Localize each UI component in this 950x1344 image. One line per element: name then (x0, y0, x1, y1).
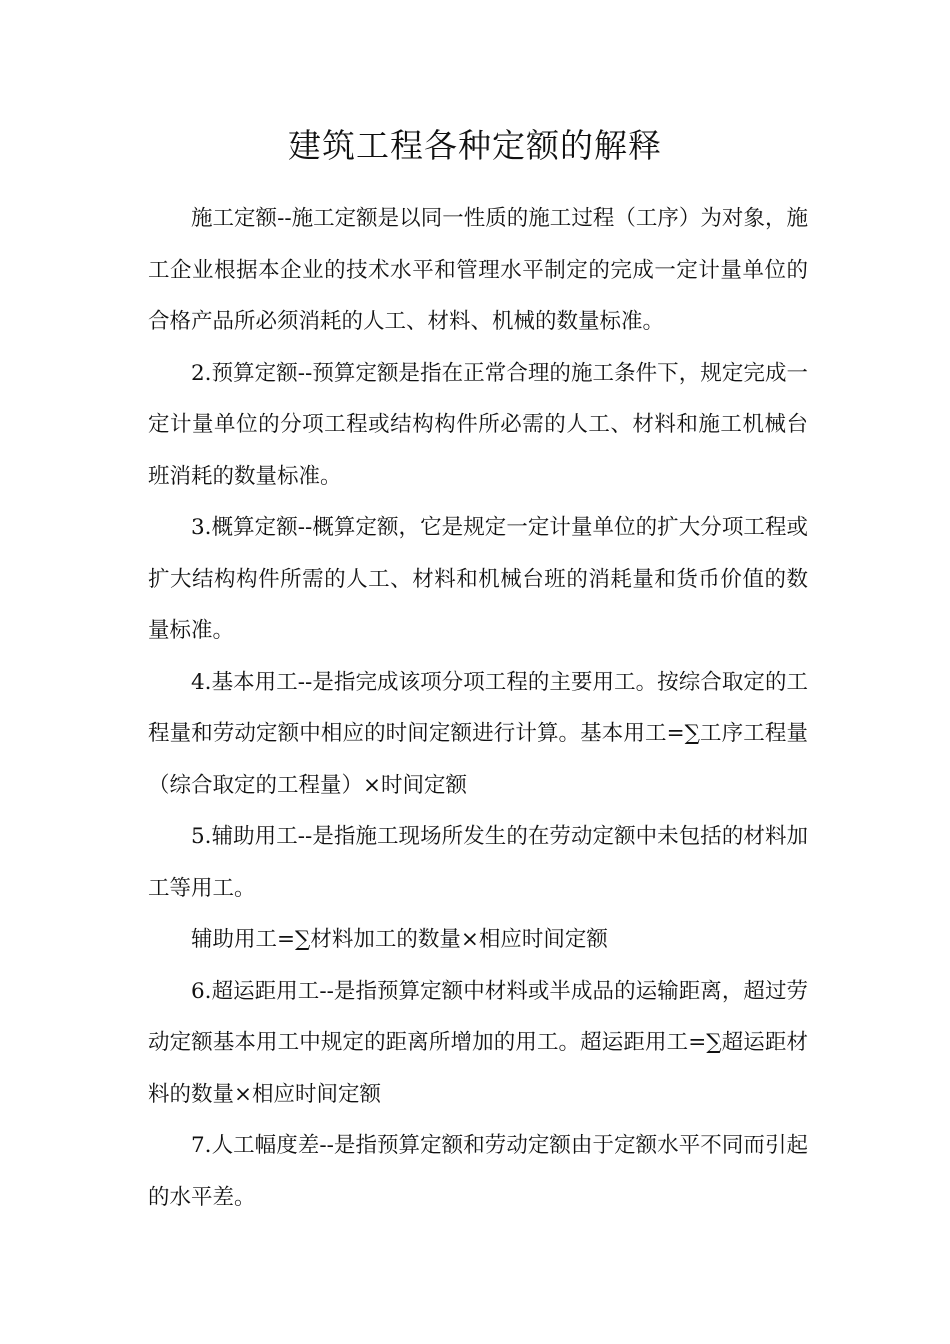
paragraph-auxiliary-labor-formula: 辅助用工=∑材料加工的数量×相应时间定额 (191, 927, 608, 952)
paragraph-extra-distance-labor: 6.超运距用工--是指预算定额中材料或半成品的运输距离，超过劳动定额基本用工中规定的距离所增加的用工。超运距用工=∑超运距材料的数量×相应时间定额 (148, 978, 808, 1107)
paragraph-auxiliary-labor: 5.辅助用工--是指施工现场所发生的在劳动定额中未包括的材料加工等用工。 (148, 824, 808, 901)
paragraph-labor-margin: 7.人工幅度差--是指预算定额和劳动定额由于定额水平不同而引起的水平差。 (148, 1133, 808, 1210)
document-body (148, 193, 808, 1223)
paragraph-estimate-quota: 3.概算定额--概算定额，它是规定一定计量单位的扩大分项工程或扩大结构构件所需的人工、材料和机械台班的消耗量和货币价值的数量标准。 (148, 515, 808, 643)
paragraph-construction-quota: 施工定额--施工定额是以同一性质的施工过程（工序）为对象，施工企业根据本企业的技术水平和管理水平制定的完成一定计量单位的合格产品所必须消耗的人工、材料、机械的数量标准。 (148, 206, 808, 334)
document-title: 建筑工程各种定额的解释 (288, 126, 662, 165)
paragraph-budget-quota: 2.预算定额--预算定额是指在正常合理的施工条件下，规定完成一定计量单位的分项工程或结构构件所必需的人工、材料和施工机械台班消耗的数量标准。 (148, 360, 808, 489)
paragraph-basic-labor: 4.基本用工--是指完成该项分项工程的主要用工。按综合取定的工程量和劳动定额中相应的时间定额进行计算。基本用工=∑工序工程量（综合取定的工程量）×时间定额 (148, 669, 808, 798)
